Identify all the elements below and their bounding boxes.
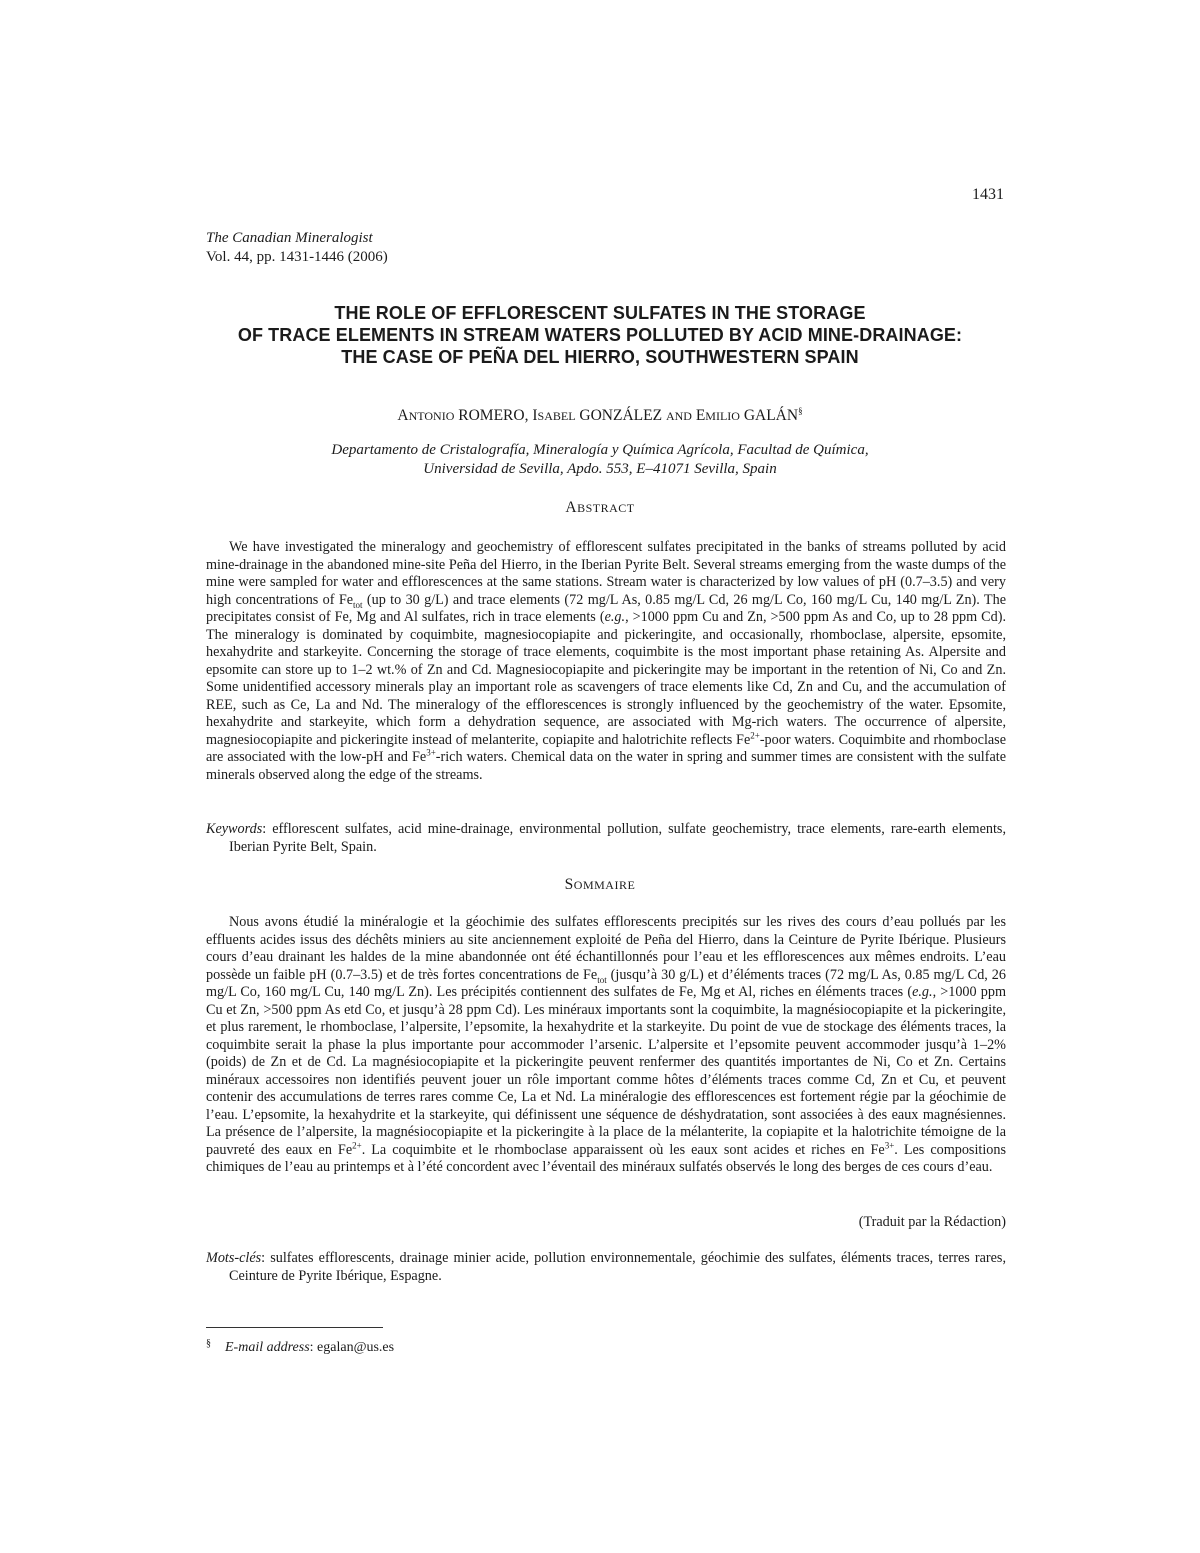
author-list: ANTONIO ROMERO, ISABEL GONZÁLEZ AND EMILIO GALÁN§ xyxy=(397,406,803,425)
author-conjunction: AND xyxy=(665,409,692,424)
journal-citation xyxy=(206,229,388,267)
author-1: ANTONIO ROMERO xyxy=(397,407,525,425)
footnote xyxy=(206,1340,394,1356)
title-line-1: THE ROLE OF EFFLORESCENT SULFATES IN THE STORAGE xyxy=(334,303,866,323)
abstract-heading: ABSTRACT xyxy=(565,499,635,516)
footnote-label: E-mail address xyxy=(225,1340,310,1355)
journal-name: The Canadian Mineralogist xyxy=(206,230,373,246)
affiliation-line-2: Universidad de Sevilla, Apdo. 553, E–41071 Sevilla, Spain xyxy=(423,461,777,477)
footnote-email[interactable]: : egalan@us.es xyxy=(309,1340,395,1355)
mots-cles: Mots-clés: sulfates efflorescents, drainage minier acide, pollution environnementale, géochimie des sulfates, éléments traces, terres rares, Ceinture de Pyrite Ibérique, Espagne. xyxy=(206,1250,1006,1284)
affiliation-line-1: Departamento de Cristalografía, Mineralogía y Química Agrícola, Facultad de Química, xyxy=(331,442,869,458)
affiliation xyxy=(150,441,1050,479)
footnote-mark: § xyxy=(206,1338,211,1349)
keywords: Keywords: efflorescent sulfates, acid mine-drainage, environmental pollution, sulfate geochemistry, trace elements, rare-earth elements, Iberian Pyrite Belt, Spain. xyxy=(206,821,1006,855)
author-footnote-mark: § xyxy=(798,406,803,416)
page-number: 1431 xyxy=(972,186,1004,203)
title-line-3: THE CASE OF PEÑA DEL HIERRO, SOUTHWESTERN SPAIN xyxy=(341,347,859,367)
journal-volume: Vol. 44, pp. 1431-1446 (2006) xyxy=(206,249,388,265)
author-3: EMILIO GALÁN§ xyxy=(695,406,803,425)
footnote-divider xyxy=(206,1327,383,1328)
sommaire-heading: SOMMAIRE xyxy=(564,876,636,893)
title-line-2: OF TRACE ELEMENTS IN STREAM WATERS POLLUTED BY ACID MINE-DRAINAGE: xyxy=(237,325,963,345)
sommaire-text: Nous avons étudié la minéralogie et la géochimie des sulfates efflorescents precipités sur les rives des cours d’eau pollués par les effluents acides issus des déchêts miniers au site anciennement exploité de Peña del Hierro, dans la Ceinture de Pyrite Ibérique. Plusieurs cours d’eau drainant les haldes de la mine abandonnée ont été échantillonnés pour l’eau et les efflorescences aux mêmes endroits. L’eau possède un faible pH (0.7–3.5) et de très fortes concentrations de $Fe_{tot}$ (jusqu’à 30 g/L) et d’éléments traces (72 mg/L As, 0.85 mg/L Cd, 26 mg/L Co, 160 mg/L Cu, 140 mg/L Zn). Les précipités contiennent des sulfates de Fe, Mg et Al, riches en éléments traces (e.g., >1000 ppm Cu et Zn, >500 ppm As etd Co, et jusqu’à 28 ppm Cd). Les minéraux importants sont la coquimbite, la magnésiocopiapite et la pickeringite, et plus rarement, le rhomboclase, l’alpersite, l’epsomite, la hexahydrite et la starkeyite. Du point de vue de stockage des éléments traces, la coquimbite serait la phase la plus importante pour accommoder l’arsenic. L’alpersite et l’epsomite peuvent accommoder jusqu’à 1–2% (poids) de Zn et de Cd. La magnésiocopiapite et la pickeringite peuvent renfermer des quantités importantes de Ni, Co et Zn. Certains minéraux accessoires non identifiés peuvent jouer un rôle important comme hôtes d’éléments traces comme Cd, Zn et Cu, et peuvent contenir des accumulations de terres rares comme Ce, La et Nd. La minéralogie des efflorescences est fortement régie par la géochimie de l’eau. L’epsomite, la hexahydrite et la starkeyite, qui définissent une séquence de déshydratation, sont associées à des eaux magnésiennes. La présence de l’alpersite, la magnésiocopiapite et la pickeringite à la place de la mélanterite, la copiapite et la halotrichite témoigne de la pauvreté des eaux en $Fe^{2+}$. La coquimbite et le rhomboclase apparaissent où les eaux sont acides et riches en $Fe^{3+}$. Les compositions chimiques de l’eau au printemps et à l’été concordent avec l’éventail des minéraux sulfatés observés le long des berges de ces cours d’eau. xyxy=(206,914,1006,1175)
translator-credit: (Traduit par la Rédaction) xyxy=(858,1214,1006,1230)
abstract-text: We have investigated the mineralogy and geochemistry of efflorescent sulfates precipitated in the banks of streams polluted by acid mine-drainage in the abandoned mine-site Peña del Hierro, in the Iberian Pyrite Belt. Several streams emerging from the waste dumps of the mine were sampled for water and efflorescences at the same stations. Stream water is characterized by low values of pH (0.7–3.5) and very high concentrations of $Fe_{tot}$ (up to 30 g/L) and trace elements (72 mg/L As, 0.85 mg/L Cd, 26 mg/L Co, 160 mg/L Cu, 140 mg/L Zn). The precipitates consist of Fe, Mg and Al sulfates, rich in trace elements (e.g., >1000 ppm Cu and Zn, >500 ppm As and Co, up to 28 ppm Cd). The mineralogy is dominated by coquimbite, magnesiocopiapite and pickeringite, and occasionally, rhomboclase, alpersite, epsomite, hexahydrite and starkeyite. Concerning the storage of trace elements, coquimbite is the most important phase retaining As. Alpersite and epsomite can store up to 1–2 wt.% of Zn and Cd. Magnesiocopiapite and pickeringite may be important in the retention of Ni, Co and Zn. Some unidentified accessory minerals play an important role as scavengers of trace elements like Cd, Zn and Cu, and the accumulation of REE, such as Ce, La and Nd. The mineralogy of the efflorescences is strongly influenced by the geochemistry of the water. Epsomite, hexahydrite and starkeyite, which form a dehydration sequence, are associated with Mg-rich waters. The occurrence of alpersite, magnesiocopiapite and pickeringite instead of melanterite, copiapite and halotrichite reflects $Fe^{2+}$-poor waters. Coquimbite and rhomboclase are associated with the low-pH and $Fe^{3+}$-rich waters. Chemical data on the water in spring and summer times are consistent with the sulfate minerals observed along the edge of the streams. xyxy=(206,539,1006,783)
article-title xyxy=(150,302,1050,368)
author-2: ISABEL GONZÁLEZ xyxy=(532,407,663,425)
